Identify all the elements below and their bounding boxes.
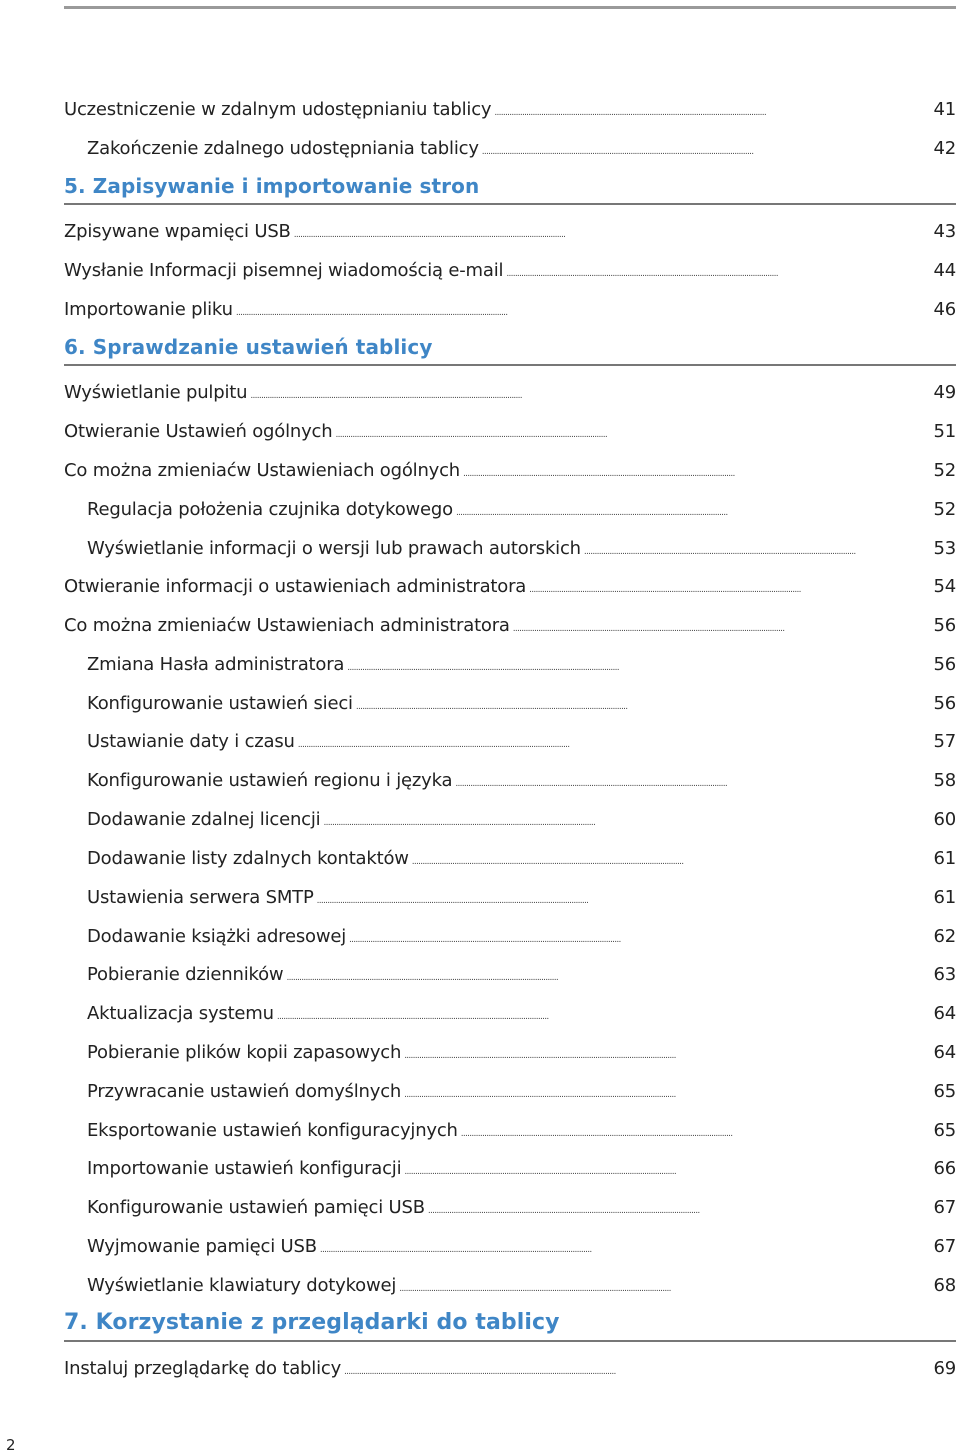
toc-entry-title: Zpisywane wpamięci USB	[64, 221, 291, 242]
dot-leader	[250, 381, 930, 408]
dot-leader	[461, 1119, 931, 1146]
chapter-heading[interactable]: 5. Zapisywanie i importowanie stron	[64, 174, 480, 198]
dot-leader	[335, 420, 930, 447]
chapter-rule	[64, 203, 956, 205]
toc-entry-title: Instaluj przeglądarkę do tablicy	[64, 1358, 342, 1379]
toc-entry-title: Pobieranie dzienników	[87, 964, 284, 985]
toc-entry-title: Dodawanie książki adresowej	[87, 926, 347, 947]
toc-entry-page: 56	[933, 693, 956, 714]
toc-entry-page: 68	[933, 1275, 956, 1296]
toc-entry-page: 44	[933, 260, 956, 281]
toc-entry-page: 54	[933, 576, 956, 597]
toc-entry-title: Konfigurowanie ustawień sieci	[87, 693, 353, 714]
toc-entry-page: 46	[933, 299, 956, 320]
dot-leader	[584, 537, 931, 564]
toc-entry-title: Otwieranie informacji o ustawieniach administratora	[64, 576, 527, 597]
toc-entry-page: 52	[933, 460, 956, 481]
toc-entry-page: 67	[933, 1197, 956, 1218]
toc-entry-page: 43	[933, 221, 956, 242]
toc-entry-page: 61	[933, 887, 956, 908]
toc-entry-title: Wysłanie Informacji pisemnej wiadomością e-mail	[64, 260, 504, 281]
toc-entry[interactable]	[87, 1196, 956, 1220]
toc-entry[interactable]	[64, 259, 956, 283]
toc-entry-page: 52	[933, 499, 956, 520]
toc-entry[interactable]	[87, 847, 956, 871]
toc-entry-title: Ustawianie daty i czasu	[87, 731, 295, 752]
toc-entry-page: 69	[933, 1358, 956, 1379]
toc-entry[interactable]	[64, 420, 956, 444]
dot-leader	[286, 963, 930, 990]
dot-leader	[506, 259, 930, 286]
dot-leader	[320, 1235, 931, 1262]
toc-entry[interactable]	[87, 730, 956, 754]
toc-entry[interactable]	[87, 769, 956, 793]
toc-entry-page: 65	[933, 1081, 956, 1102]
dot-leader	[347, 653, 930, 680]
toc-entry-page: 67	[933, 1236, 956, 1257]
dot-leader	[344, 1357, 930, 1384]
dot-leader	[463, 459, 930, 486]
toc-entry-page: 65	[933, 1120, 956, 1141]
top-rule	[64, 6, 956, 9]
toc-entry-page: 62	[933, 926, 956, 947]
toc-entry[interactable]	[87, 1274, 956, 1298]
toc-entry[interactable]	[64, 1357, 956, 1381]
toc-entry-title: Ustawienia serwera SMTP	[87, 887, 314, 908]
dot-leader	[317, 886, 931, 913]
toc-entry[interactable]	[87, 925, 956, 949]
toc-entry-title: Aktualizacja systemu	[87, 1003, 274, 1024]
toc-entry[interactable]	[87, 1157, 956, 1181]
chapter-heading[interactable]: 7. Korzystanie z przeglądarki do tablicy	[64, 1310, 560, 1335]
toc-entry-page: 64	[933, 1042, 956, 1063]
toc-entry[interactable]	[64, 614, 956, 638]
toc-entry[interactable]	[87, 653, 956, 677]
toc-entry-page: 41	[933, 99, 956, 120]
toc-entry-title: Co można zmieniaćw Ustawieniach ogólnych	[64, 460, 461, 481]
dot-leader	[482, 137, 931, 164]
toc-entry-title: Dodawanie zdalnej licencji	[87, 809, 321, 830]
toc-entry-title: Zakończenie zdalnego udostępniania tablicy	[87, 138, 479, 159]
chapter-heading[interactable]: 6. Sprawdzanie ustawień tablicy	[64, 335, 433, 359]
toc-entry-title: Przywracanie ustawień domyślnych	[87, 1081, 402, 1102]
chapter-rule	[64, 1340, 956, 1342]
toc-entry[interactable]	[87, 498, 956, 522]
dot-leader	[412, 847, 931, 874]
dot-leader	[356, 692, 931, 719]
toc-entry[interactable]	[64, 220, 956, 244]
toc-entry-page: 66	[933, 1158, 956, 1179]
chapter-rule	[64, 364, 956, 366]
toc-entry-title: Regulacja położenia czujnika dotykowego	[87, 499, 453, 520]
toc-entry-title: Eksportowanie ustawień konfiguracyjnych	[87, 1120, 458, 1141]
toc-entry[interactable]	[64, 575, 956, 599]
page-number: 2	[6, 1436, 16, 1454]
toc-entry-title: Co można zmieniaćw Ustawieniach administratora	[64, 615, 510, 636]
dot-leader	[513, 614, 931, 641]
dot-leader	[236, 298, 931, 325]
dot-leader	[323, 808, 930, 835]
toc-entry[interactable]	[87, 692, 956, 716]
toc-entry[interactable]	[64, 381, 956, 405]
toc-entry-title: Wyświetlanie informacji o wersji lub prawach autorskich	[87, 538, 581, 559]
dot-leader	[404, 1157, 930, 1184]
toc-entry-title: Pobieranie plików kopii zapasowych	[87, 1042, 402, 1063]
toc-entry-page: 51	[933, 421, 956, 442]
toc-entry[interactable]	[64, 459, 956, 483]
toc-entry-page: 63	[933, 964, 956, 985]
dot-leader	[294, 220, 931, 247]
toc-entry[interactable]	[64, 298, 956, 322]
toc-entry-title: Otwieranie Ustawień ogólnych	[64, 421, 333, 442]
dot-leader	[529, 575, 930, 602]
toc-entry-title: Wyświetlanie pulpitu	[64, 382, 248, 403]
dot-leader	[298, 730, 931, 757]
toc-entry-page: 53	[933, 538, 956, 559]
toc-entry-title: Importowanie ustawień konfiguracji	[87, 1158, 402, 1179]
toc-entry[interactable]	[87, 1080, 956, 1104]
toc-entry[interactable]	[87, 1235, 956, 1259]
toc-entry-title: Wyświetlanie klawiatury dotykowej	[87, 1275, 397, 1296]
dot-leader	[349, 925, 930, 952]
toc-entry-page: 64	[933, 1003, 956, 1024]
dot-leader	[404, 1080, 930, 1107]
toc-entry-title: Wyjmowanie pamięci USB	[87, 1236, 317, 1257]
dot-leader	[404, 1041, 930, 1068]
toc-entry-title: Importowanie pliku	[64, 299, 233, 320]
toc-entry[interactable]	[87, 537, 956, 561]
toc-entry-title: Uczestniczenie w zdalnym udostępnianiu tablicy	[64, 99, 492, 120]
toc-entry-page: 42	[933, 138, 956, 159]
toc-entry-title: Dodawanie listy zdalnych kontaktów	[87, 848, 409, 869]
toc-entry[interactable]	[64, 98, 956, 122]
toc-entry[interactable]	[87, 886, 956, 910]
toc-entry-page: 57	[933, 731, 956, 752]
dot-leader	[456, 498, 931, 525]
toc-entry[interactable]	[87, 137, 956, 161]
toc-entry[interactable]	[87, 1041, 956, 1065]
toc-entry[interactable]	[87, 1002, 956, 1026]
toc-entry-page: 61	[933, 848, 956, 869]
dot-leader	[277, 1002, 931, 1029]
toc-entry-page: 58	[933, 770, 956, 791]
dot-leader	[428, 1196, 931, 1223]
toc-entry-title: Konfigurowanie ustawień pamięci USB	[87, 1197, 425, 1218]
dot-leader	[399, 1274, 930, 1301]
toc-entry-page: 56	[933, 654, 956, 675]
toc-entry-title: Zmiana Hasła administratora	[87, 654, 345, 675]
dot-leader	[455, 769, 930, 796]
toc-entry-page: 49	[933, 382, 956, 403]
toc-entry[interactable]	[87, 963, 956, 987]
toc-entry[interactable]	[87, 1119, 956, 1143]
dot-leader	[494, 98, 930, 125]
toc-entry-page: 60	[933, 809, 956, 830]
toc-entry-page: 56	[933, 615, 956, 636]
toc-entry-title: Konfigurowanie ustawień regionu i języka	[87, 770, 453, 791]
toc-entry[interactable]	[87, 808, 956, 832]
